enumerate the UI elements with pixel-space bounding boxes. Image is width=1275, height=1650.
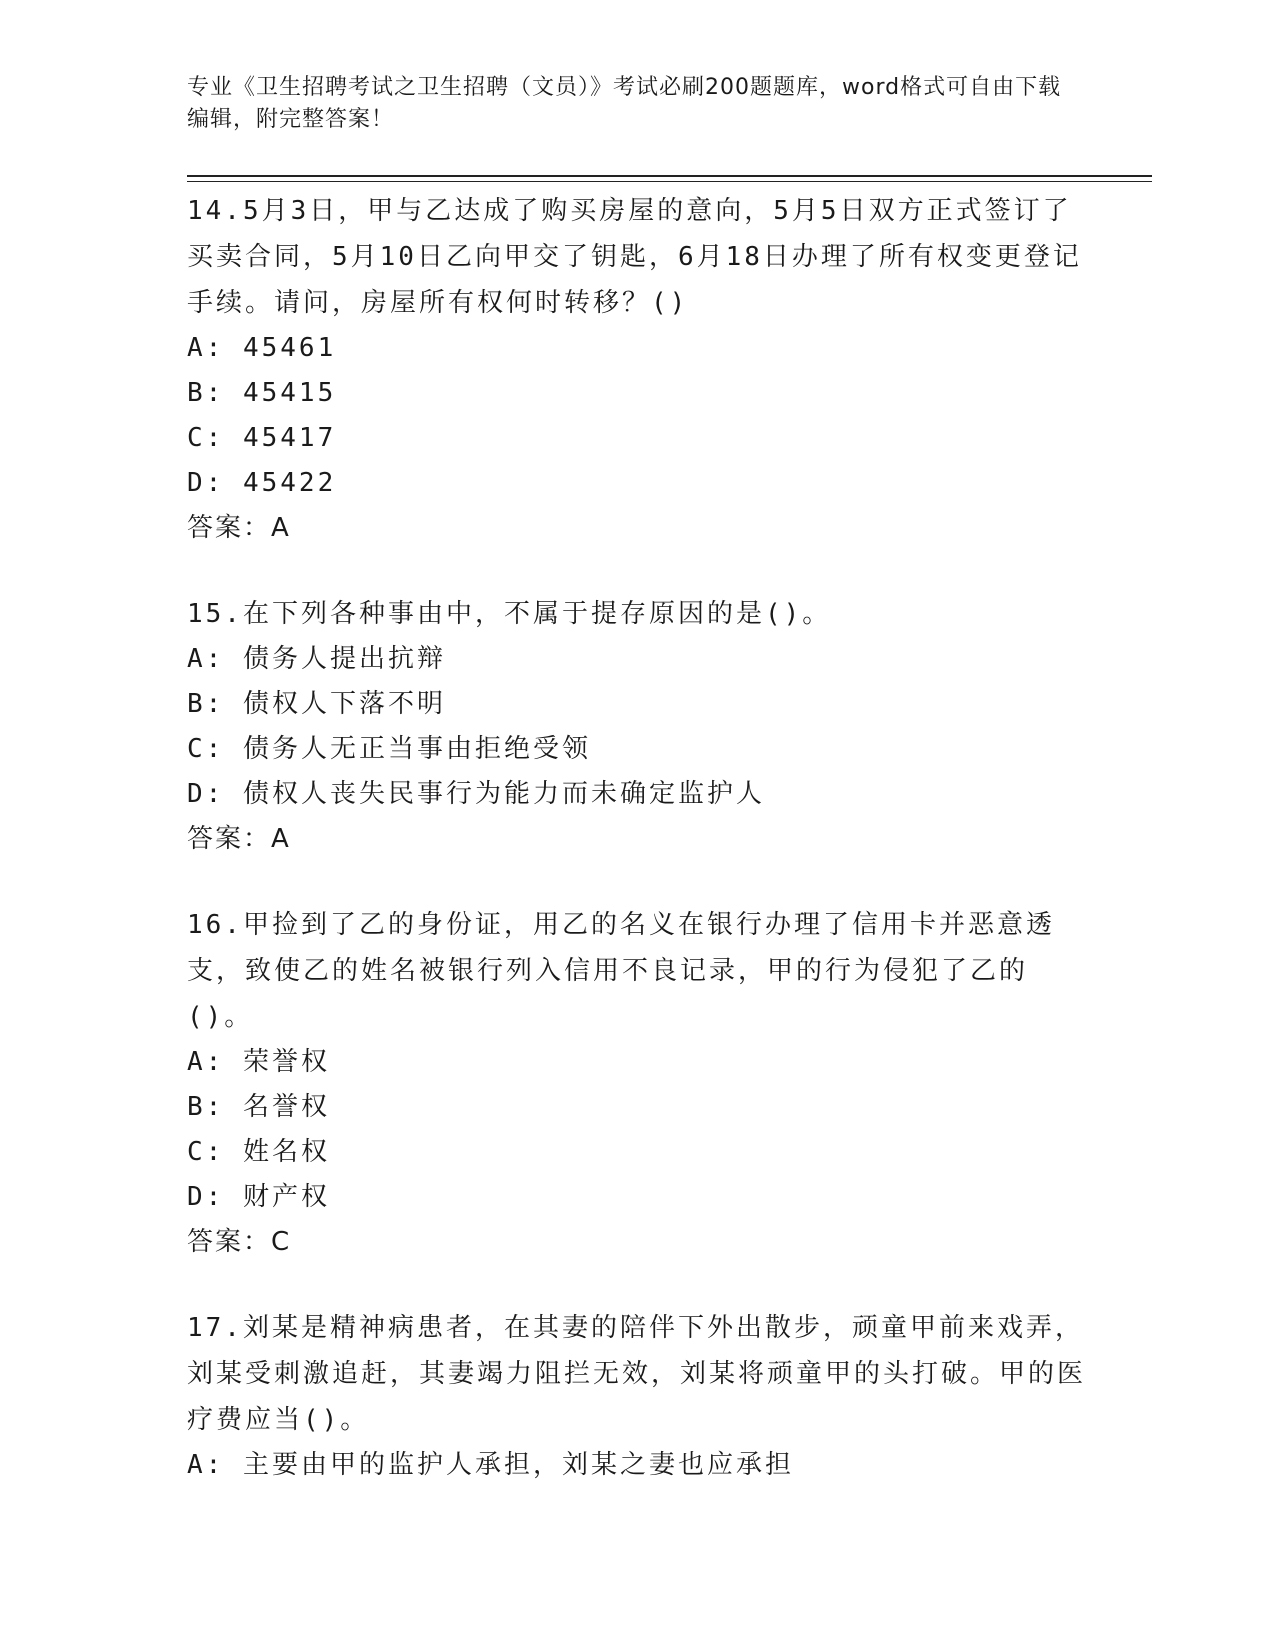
answer-line: 答案：A xyxy=(187,513,291,543)
option-d: D: 45422 xyxy=(187,468,337,498)
option-a: A: 债务人提出抗辩 xyxy=(187,644,446,674)
option-c: C: 姓名权 xyxy=(187,1137,330,1167)
document-header: 专业《卫生招聘考试之卫生招聘（文员）》考试必刷200题题库，word格式可自由下载编辑，附完整答案！ xyxy=(187,75,1062,132)
question-list xyxy=(187,188,1087,1528)
option-b: B: 45415 xyxy=(187,378,337,408)
answer-line: 答案：C xyxy=(187,1227,292,1257)
option-d: D: 财产权 xyxy=(187,1182,330,1212)
question-15 xyxy=(187,591,1087,862)
option-b: B: 名誉权 xyxy=(187,1092,330,1122)
question-16 xyxy=(187,902,1087,1265)
option-a: A: 荣誉权 xyxy=(187,1047,330,1077)
question-text: 16.甲捡到了乙的身份证，用乙的名义在银行办理了信用卡并恶意透支，致使乙的姓名被银行列入信用不良记录，甲的行为侵犯了乙的()。 xyxy=(187,910,1055,1032)
question-text: 17.刘某是精神病患者，在其妻的陪伴下外出散步，顽童甲前来戏弄，刘某受刺激追赶，其妻竭力阻拦无效，刘某将顽童甲的头打破。甲的医疗费应当()。 xyxy=(187,1313,1087,1435)
question-14 xyxy=(187,188,1087,551)
option-a: A: 45461 xyxy=(187,333,337,363)
answer-line: 答案：A xyxy=(187,824,291,854)
option-c: C: 债务人无正当事由拒绝受领 xyxy=(187,734,591,764)
option-b: B: 债权人下落不明 xyxy=(187,689,446,719)
question-text: 15.在下列各种事由中，不属于提存原因的是()。 xyxy=(187,599,832,629)
option-c: C: 45417 xyxy=(187,423,337,453)
question-17 xyxy=(187,1305,1087,1488)
option-a: A: 主要由甲的监护人承担，刘某之妻也应承担 xyxy=(187,1450,794,1480)
header-divider-thin xyxy=(187,181,1152,182)
question-text: 14.5月3日，甲与乙达成了购买房屋的意向，5月5日双方正式签订了买卖合同，5月10日乙向甲交了钥匙，6月18日办理了所有权变更登记手续。请问，房屋所有权何时转移？() xyxy=(187,196,1082,318)
header-divider-thick xyxy=(187,175,1152,177)
option-d: D: 债权人丧失民事行为能力而未确定监护人 xyxy=(187,779,765,809)
